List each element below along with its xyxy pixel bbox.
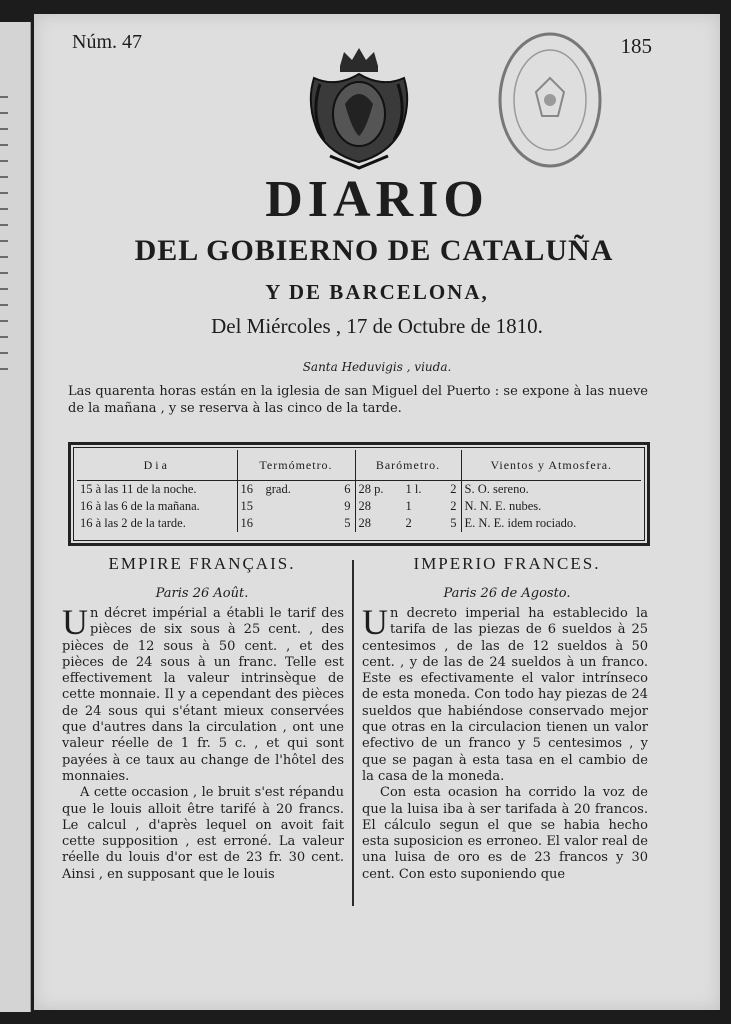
church-notice: Las quarenta horas están en la iglesia de san Miguel del Puerto : se expone à las nueve de la mañana , y se reserva à las cinco de la tarde. — [68, 384, 648, 416]
cell-termometro — [237, 515, 355, 532]
column-divider — [352, 560, 354, 906]
cell-dia: 15 à las 11 de la noche. — [80, 482, 197, 496]
baro-lines: 2 — [405, 516, 412, 530]
spanish-article — [362, 602, 648, 883]
masthead-subtitle-city: Y DE BARCELONA, — [265, 280, 489, 304]
term-degrees: 15 — [240, 499, 253, 513]
french-article — [62, 602, 344, 883]
weather-table — [68, 442, 650, 546]
cell-dia: 16 à las 6 de la mañana. — [80, 499, 200, 513]
newspaper-page — [34, 14, 720, 1010]
spanish-column-heading: IMPERIO FRANCES. — [413, 554, 601, 573]
masthead-subtitle: DEL GOBIERNO DE CATALUÑA — [134, 234, 614, 267]
baro-points: 2 — [450, 499, 457, 513]
weather-row — [77, 481, 641, 499]
cell-barometro — [355, 498, 461, 515]
cell-vientos: S. O. sereno. — [461, 481, 641, 499]
weather-row — [77, 515, 641, 532]
page-number: 185 — [620, 34, 652, 58]
royal-coat-of-arms-icon — [300, 44, 418, 172]
baro-inches: 28 — [358, 499, 371, 513]
term-unit: grad. — [265, 482, 291, 496]
saint-of-the-day: Santa Heduvigis , viuda. — [302, 360, 452, 374]
baro-inches: 28 p. — [358, 482, 384, 496]
french-column-heading: EMPIRE FRANÇAIS. — [108, 554, 296, 573]
french-paragraph: A cette occasion , le bruit s'est répandu que le louis alloit être tarifé à 20 francs. Le calcul , d'après lequel on avoit fait cette supposition , est erroné. La valeur réelle du louis d'or est de 23 fr. 30 cent. Ainsi , en supposant que le louis — [62, 785, 344, 882]
cell-barometro — [355, 515, 461, 532]
spanish-dateline: Paris 26 de Agosto. — [443, 586, 571, 601]
term-degrees: 16 — [240, 516, 253, 530]
header-barometro: Barómetro. — [355, 450, 461, 481]
issue-date: Del Miércoles , 17 de Octubre de 1810. — [211, 314, 543, 338]
library-stamp-icon — [496, 30, 604, 170]
cell-termometro — [237, 498, 355, 515]
header-dia: Dia — [77, 450, 237, 481]
dropcap: U — [362, 602, 388, 642]
cell-vientos: E. N. E. idem rociado. — [461, 515, 641, 532]
spanish-paragraph: Con esta ocasion ha corrido la voz de que la luisa iba à ser tarifada à 20 francos. El cálculo segun el que se habia hecho esta suposicion es erroneo. El valor real de una luisa de oro es de 23 francos y 30 cent. Con esto suponiendo que — [362, 785, 648, 882]
issue-number: Núm. 47 — [72, 31, 142, 53]
term-fraction: 6 — [344, 482, 351, 496]
weather-table-header — [77, 450, 641, 481]
header-vientos: Vientos y Atmosfera. — [461, 450, 641, 481]
weather-row — [77, 498, 641, 515]
term-fraction: 9 — [344, 499, 351, 513]
adjacent-page-text-fragments — [0, 82, 8, 382]
cell-vientos: N. N. E. nubes. — [461, 498, 641, 515]
baro-lines: 1 — [405, 499, 412, 513]
cell-barometro — [355, 481, 461, 499]
masthead-title: DIARIO — [265, 171, 489, 228]
adjacent-page-edge — [0, 22, 31, 1012]
header-termometro: Termómetro. — [237, 450, 355, 481]
french-dateline: Paris 26 Août. — [155, 586, 249, 601]
term-fraction: 5 — [344, 516, 351, 530]
baro-points: 5 — [450, 516, 457, 530]
cell-termometro — [237, 481, 355, 499]
term-degrees: 16 — [240, 482, 253, 496]
spanish-paragraph-text: n decreto imperial ha establecido la tarifa de las piezas de 6 sueldos à 25 centesimos , de las de 12 sueldos à 50 cent. , y de las de 24 sueldos à un franco. Este es efectivamente el valor intrínseco de esta moneda. Con todo hay piezas de 24 sueldos que habiéndose conservado mejor que otras en la circulacion tienen un valor efectivo de un franco y 5 centesimos , y que se pagan à esta tasa en el cambio de la casa de la moneda. — [362, 606, 648, 784]
baro-inches: 28 — [358, 516, 371, 530]
spanish-paragraph — [362, 602, 648, 785]
baro-lines: 1 l. — [405, 482, 422, 496]
french-paragraph — [62, 602, 344, 785]
dropcap: U — [62, 602, 88, 642]
baro-points: 2 — [450, 482, 457, 496]
french-paragraph-text: n décret impérial a établi le tarif des pièces de six sous à 25 cent. , des pièces de 12 sous à 50 cent. , et des pièces de 24 sous à un franc. Telle est effectivement la valeur intrinsèque de cette monnaie. Il y a cependant des pièces de 24 sous qui s'étant mieux conservées que d'autres dans la circulation , ont une valeur réelle de 1 fr. 5 c. , et qui sont payées à ce taux au change de l'hôtel des monnaies. — [62, 606, 344, 784]
cell-dia: 16 à las 2 de la tarde. — [80, 516, 186, 530]
